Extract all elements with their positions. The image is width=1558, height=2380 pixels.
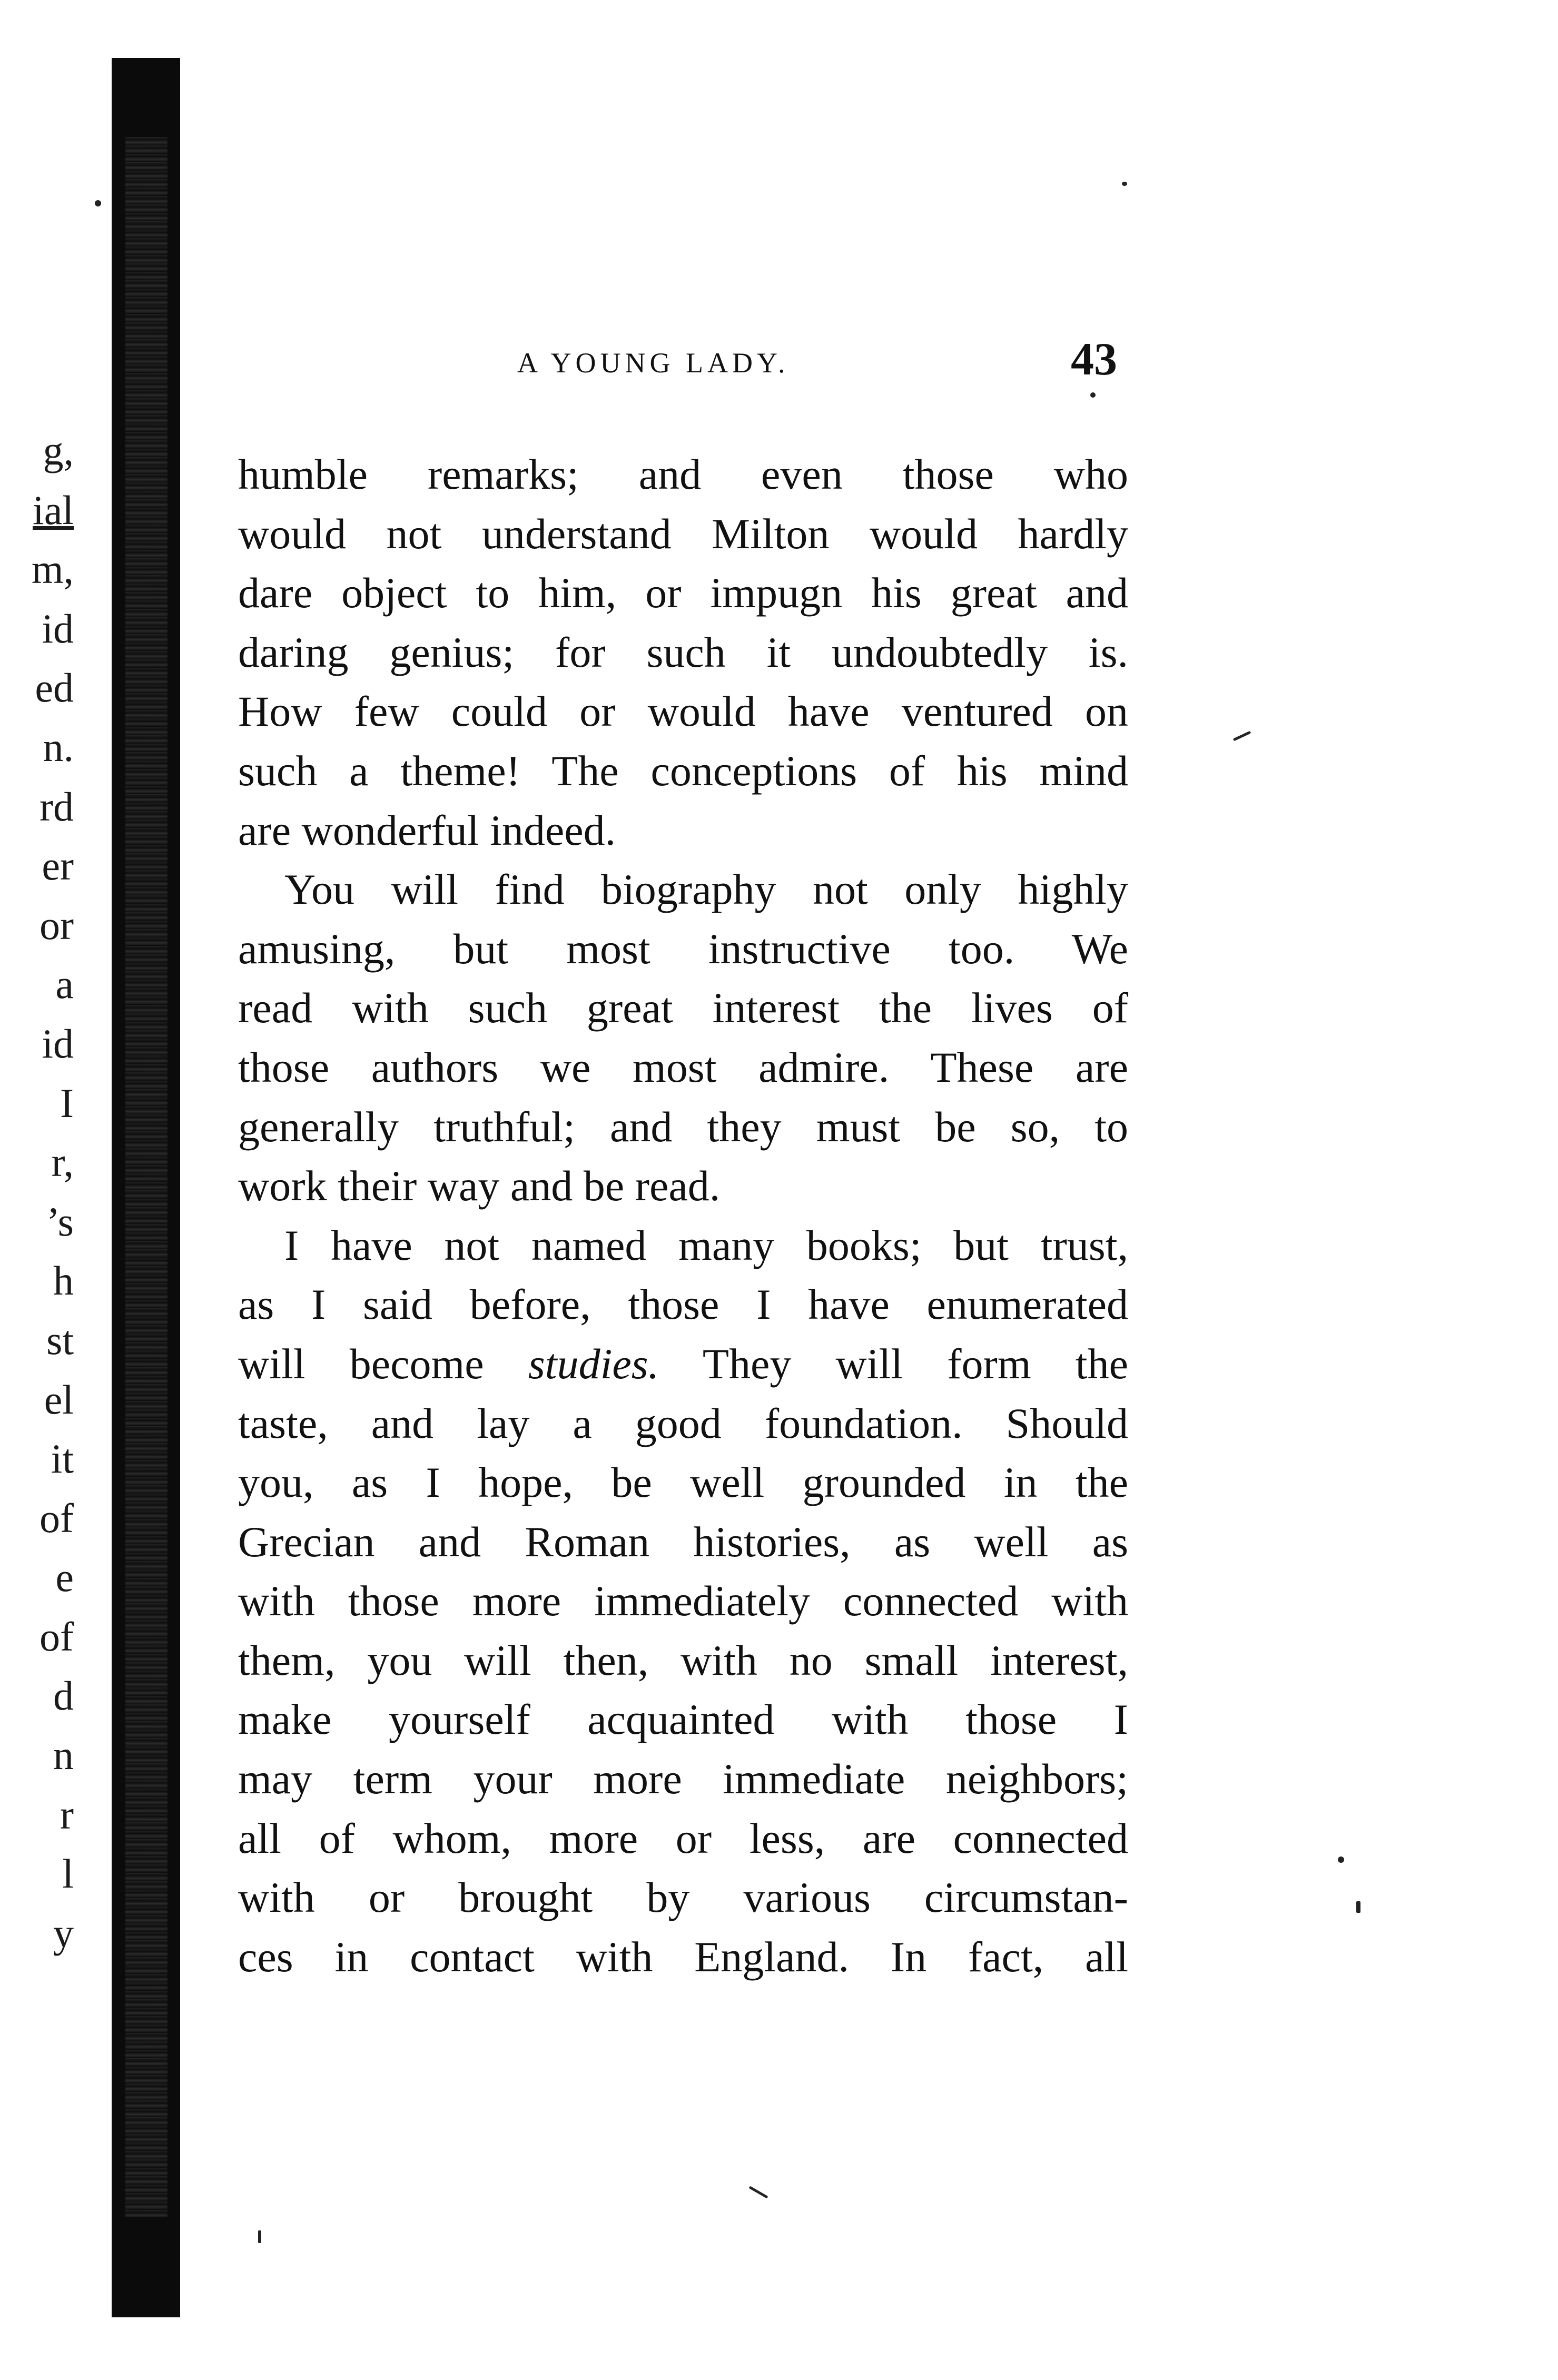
left-page-edge-fragments [0,421,74,1963]
fragment: r, [51,1139,74,1186]
fragment: r [60,1791,74,1838]
fragment: e [55,1554,74,1601]
fragment: id [42,1020,74,1066]
fragment: a [55,961,74,1008]
text-line: ces in contact with England. In fact, all [238,1932,1128,1981]
fragment: el [44,1376,74,1423]
text-line: taste, and lay a good foundation. Should [238,1399,1128,1447]
fragment: l [62,1851,74,1897]
paragraph-start: You will find biography not only highly [284,865,1128,914]
text-line: humble remarks; and even those who [238,450,1128,498]
fragment: er [42,843,74,889]
scan-speck [258,2230,261,2243]
text-line: Grecian and Roman histories, as well as [238,1517,1128,1566]
text-line: those authors we most admire. These are [238,1043,1128,1091]
fragment: g, [43,428,74,473]
book-gutter-texture [125,137,167,2217]
scan-speck [95,200,101,206]
running-head: A YOUNG LADY. [517,347,790,379]
page-number: 43 [1071,334,1117,385]
text-line: all of whom, more or less, are connected [238,1814,1128,1862]
italic-word: studies. [528,1339,659,1388]
fragment: it [51,1436,74,1482]
fragment: y [53,1910,74,1956]
fragment: of [40,1613,74,1660]
fragment: d [53,1673,74,1719]
fragment: n. [43,724,74,770]
fragment: st [46,1317,74,1363]
text-line-mixed [238,1335,1128,1394]
fragment: ial [33,487,74,533]
fragment: ed [35,665,74,711]
text-line: make yourself acquainted with those I [238,1695,1128,1744]
fragment: h [53,1258,74,1304]
line-part: They will form the [702,1339,1128,1388]
line-part: will become [238,1339,484,1388]
text-line: daring genius; for such it undoubtedly is. [238,628,1128,676]
fragment: of [40,1495,74,1541]
fragment: I [60,1080,74,1126]
text-line: with or brought by various circumstan- [238,1873,1128,1922]
text-line: with those more immediately connected with [238,1577,1128,1625]
text-line: work their way and be read. [238,1162,721,1210]
scan-speck [1090,392,1096,398]
fragment: m, [31,546,74,592]
scan-speck [1338,1856,1344,1863]
text-line: such a theme! The conceptions of his mind [238,746,1128,795]
scan-speck [1233,731,1251,742]
fragment: ’s [46,1198,74,1245]
text-line: dare object to him, or impugn his great and [238,569,1128,617]
text-line: may term your more immediate neighbors; [238,1755,1128,1803]
text-line: are wonderful indeed. [238,806,616,854]
text-line: would not understand Milton would hardly [238,509,1128,558]
fragment: or [40,902,74,948]
fragment: rd [40,783,74,829]
body-text [238,445,1128,1987]
scan-speck [1356,1901,1360,1913]
scan-speck [1122,182,1127,186]
fragment: n [53,1732,74,1779]
scan-speck [748,2186,768,2198]
text-line: you, as I hope, be well grounded in the [238,1458,1128,1507]
text-line: generally truthful; and they must be so, to [238,1102,1128,1151]
text-line: them, you will then, with no small interest, [238,1636,1128,1684]
text-line: read with such great interest the lives of [238,984,1128,1032]
fragment: id [42,605,74,651]
text-line: as I said before, those I have enumerated [238,1280,1128,1329]
text-line: How few could or would have ventured on [238,687,1128,736]
text-line: amusing, but most instructive too. We [238,924,1128,973]
paragraph-start: I have not named many books; but trust, [284,1221,1128,1269]
